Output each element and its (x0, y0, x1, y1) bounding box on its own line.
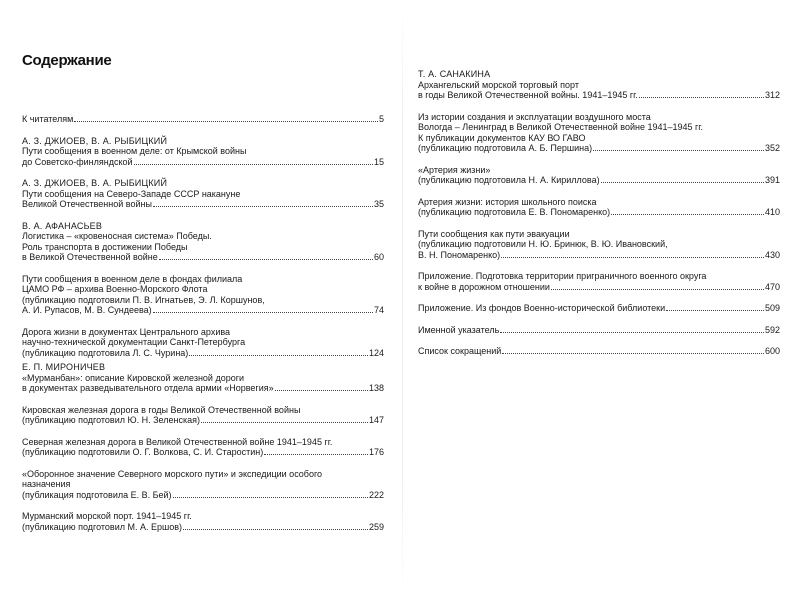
toc-entry-page-number: 410 (764, 207, 780, 217)
toc-entry-title-line: (публикацию подготовила Н. А. Кириллова) (418, 175, 600, 185)
toc-entry-author: А. З. ДЖИОЕВ, В. А. РЫБИЦКИЙ (22, 135, 168, 146)
toc-entry-page-number: 352 (764, 143, 780, 153)
toc-entry-title-line: А. И. Рупасов, М. В. Сундеева) (22, 305, 152, 315)
toc-entry-title-line: Пути сообщения в военном деле: от Крымской войны (22, 146, 247, 156)
dot-leader (551, 282, 764, 290)
dot-leader (201, 415, 368, 423)
toc-entry-title-line: «Артерия жизни» (418, 164, 491, 175)
toc-entry[interactable] (418, 303, 780, 314)
dot-leader (159, 252, 373, 260)
toc-entry-last-line (22, 252, 384, 263)
toc-entry-last-line (418, 282, 780, 293)
toc-entry-last-line (22, 348, 384, 359)
toc-entry-page-number: 176 (368, 447, 384, 457)
toc-entry-title-line: Великой Отечественной войны (22, 199, 152, 209)
toc-entry-title-line: Роль транспорта в достижении Победы (22, 241, 188, 252)
toc-entry-title-line: (публикацию подготовили П. В. Игнатьев, Э. Л. Коршунов, (22, 294, 265, 305)
toc-entry-title-line: Архангельский морской торговый порт (418, 79, 579, 90)
dot-leader (500, 325, 764, 333)
toc-entry-title-line: (публикацию подготовила Л. С. Чурина) (22, 347, 189, 358)
dot-leader (502, 346, 764, 354)
toc-entry[interactable] (418, 197, 780, 218)
page-spine-divider (402, 0, 403, 600)
toc-entry[interactable] (418, 69, 780, 101)
toc-entry[interactable] (22, 136, 384, 168)
toc-entry-page-number: 259 (368, 521, 384, 532)
toc-entry-title-line: Вологда – Ленинград в Великой Отечественной войне 1941–1945 гг. (418, 122, 703, 132)
toc-entry[interactable] (22, 437, 384, 458)
toc-entry-page-number: 600 (764, 346, 780, 356)
dot-leader (264, 447, 368, 455)
toc-right-column (418, 69, 780, 357)
toc-entry-last-line (22, 157, 384, 168)
toc-entry[interactable] (22, 221, 384, 263)
toc-entry-title-line: Дорога жизни в документах Центрального архива (22, 326, 231, 337)
toc-entry-page-number: 60 (373, 252, 384, 262)
toc-entry-last-line (418, 346, 780, 357)
toc-entry[interactable] (418, 271, 780, 292)
toc-entry[interactable] (418, 229, 780, 261)
toc-entry-title-line: научно-технической документации Санкт-Петербурга (22, 337, 246, 347)
toc-entry-title-line: «Мурманбан»: описание Кировской железной дороги (22, 372, 245, 383)
toc-entry-page-number: 5 (378, 114, 384, 124)
toc-entry[interactable] (22, 362, 384, 394)
toc-entry-title-line: (публикацию подготовили Н. Ю. Бринюк, В. Ю. Ивановский, (418, 239, 668, 249)
toc-entry[interactable] (418, 325, 780, 336)
toc-entry-title-line: до Советско-финляндской (22, 156, 133, 167)
toc-entry[interactable] (22, 274, 384, 316)
toc-entry-title-line: Северная железная дорога в Великой Отечественной войне 1941–1945 гг. (22, 436, 333, 447)
dot-leader (501, 250, 764, 258)
toc-entry-title-line: к войне в дорожном отношении (418, 281, 550, 292)
toc-entry-page-number: 15 (373, 156, 384, 167)
toc-entry-title-line: Из истории создания и эксплуатации воздушного моста (418, 111, 651, 122)
toc-entry[interactable] (22, 114, 384, 125)
toc-entry-last-line (22, 114, 384, 125)
dot-leader (275, 383, 368, 391)
toc-entry-last-line (418, 90, 780, 101)
toc-entry[interactable] (22, 327, 384, 359)
toc-entry-title-line: (публикацию подготовила А. Б. Першина) (418, 143, 593, 153)
toc-entry-last-line (418, 303, 780, 314)
dot-leader (153, 199, 373, 207)
toc-entry-title-line: Артерия жизни: история школьного поиска (418, 196, 597, 207)
toc-entry-page-number: 124 (368, 347, 384, 358)
toc-entry-title-line: К публикации документов КАУ ВО ГАВО (418, 132, 586, 143)
toc-entry-title-line: в Великой Отечественной войне (22, 252, 158, 262)
toc-entry-author: Т. А. САНАКИНА (418, 69, 491, 79)
toc-entry-title-line: Именной указатель (418, 324, 500, 335)
toc-heading: Содержание (22, 52, 112, 69)
toc-entry-last-line (22, 383, 384, 394)
dot-leader (666, 303, 764, 311)
toc-entry-last-line (418, 175, 780, 186)
dot-leader (601, 175, 764, 183)
toc-entry-last-line (22, 199, 384, 210)
toc-entry-page-number: 430 (764, 249, 780, 260)
toc-entry-page-number: 222 (368, 489, 384, 500)
toc-entry-title-line: (публикацию подготовил М. А. Ершов) (22, 521, 183, 532)
toc-entry[interactable] (22, 405, 384, 426)
toc-entry-title-line: «Оборонное значение Северного морского пути» и экспедиции особого (22, 468, 323, 479)
toc-entry-last-line (418, 207, 780, 218)
toc-entry-title-line: (публикацию подготовили О. Г. Волкова, С. И. Старостин) (22, 447, 264, 457)
dot-leader (189, 348, 368, 356)
toc-entry-title-line: Пути сообщения как пути эвакуации (418, 228, 570, 239)
toc-entry-title-line: Кировская железная дорога в годы Великой Отечественной войны (22, 404, 301, 415)
toc-entry-page-number: 138 (368, 383, 384, 393)
toc-entry-author: В. А. АФАНАСЬЕВ (22, 220, 103, 231)
toc-entry-title-line: Пути сообщения на Северо-Западе СССР накануне (22, 188, 241, 199)
toc-entry[interactable] (22, 469, 384, 501)
toc-entry-page-number: 470 (764, 281, 780, 292)
toc-entry-title-line: К читателям (22, 114, 74, 124)
toc-entry-title-line: Список сокращений (418, 346, 502, 356)
toc-entry-title-line: Пути сообщения в военном деле в фондах филиала (22, 273, 243, 284)
toc-entry-last-line (22, 490, 384, 501)
toc-entry-title-line: Мурманский морской порт. 1941–1945 гг. (22, 511, 192, 521)
toc-entry-page-number: 509 (764, 303, 780, 313)
toc-entry-page-number: 147 (368, 415, 384, 425)
toc-entry[interactable] (418, 346, 780, 357)
toc-entry-last-line (22, 305, 384, 316)
toc-entry-title-line: Приложение. Подготовка территории приграничного военного округа (418, 271, 707, 281)
toc-entry-page-number: 312 (764, 90, 780, 100)
toc-entry-page-number: 35 (373, 199, 384, 209)
toc-entry[interactable] (418, 112, 780, 154)
dot-leader (593, 143, 764, 151)
toc-entry-title-line: (публикацию подготовил Ю. Н. Зеленская) (22, 415, 200, 425)
toc-entry-title-line: (публикация подготовила Е. В. Бей) (22, 489, 172, 500)
toc-entry-author: Е. П. МИРОНИЧЕВ (22, 362, 106, 372)
toc-entry-last-line (22, 522, 384, 533)
toc-left-column (22, 114, 384, 532)
toc-entry-title-line: Логистика – «кровеносная система» Победы. (22, 231, 212, 241)
dot-leader (611, 207, 764, 215)
toc-entry-title-line: ЦАМО РФ – архива Военно-Морского Флота (22, 284, 208, 294)
toc-entry-title-line: В. Н. Пономаренко) (418, 249, 501, 260)
toc-entry-last-line (22, 447, 384, 458)
toc-entry-page-number: 592 (764, 324, 780, 335)
dot-leader (183, 522, 368, 530)
toc-entry-title-line: назначения (22, 479, 71, 489)
toc-entry-last-line (418, 250, 780, 261)
toc-entry-last-line (418, 325, 780, 336)
toc-entry-page-number: 74 (373, 305, 384, 315)
toc-entry-author: А. З. ДЖИОЕВ, В. А. РЫБИЦКИЙ (22, 178, 168, 188)
dot-leader (173, 490, 368, 498)
toc-entry-last-line (22, 415, 384, 426)
toc-entry-title-line: (публикацию подготовила Е. В. Пономаренко) (418, 207, 611, 217)
toc-entry-title-line: Приложение. Из фондов Военно-исторической библиотеки (418, 303, 666, 313)
toc-entry-title-line: в документах разведывательного отдела армии «Норвегия» (22, 383, 274, 393)
dot-leader (134, 157, 373, 165)
dot-leader (74, 114, 378, 122)
toc-entry[interactable] (418, 165, 780, 186)
toc-entry[interactable] (22, 178, 384, 210)
dot-leader (153, 305, 373, 313)
toc-entry[interactable] (22, 511, 384, 532)
toc-entry-last-line (418, 143, 780, 154)
toc-entry-page-number: 391 (764, 175, 780, 185)
dot-leader (639, 90, 764, 98)
toc-entry-title-line: в годы Великой Отечественной войны. 1941–1945 гг. (418, 90, 638, 100)
